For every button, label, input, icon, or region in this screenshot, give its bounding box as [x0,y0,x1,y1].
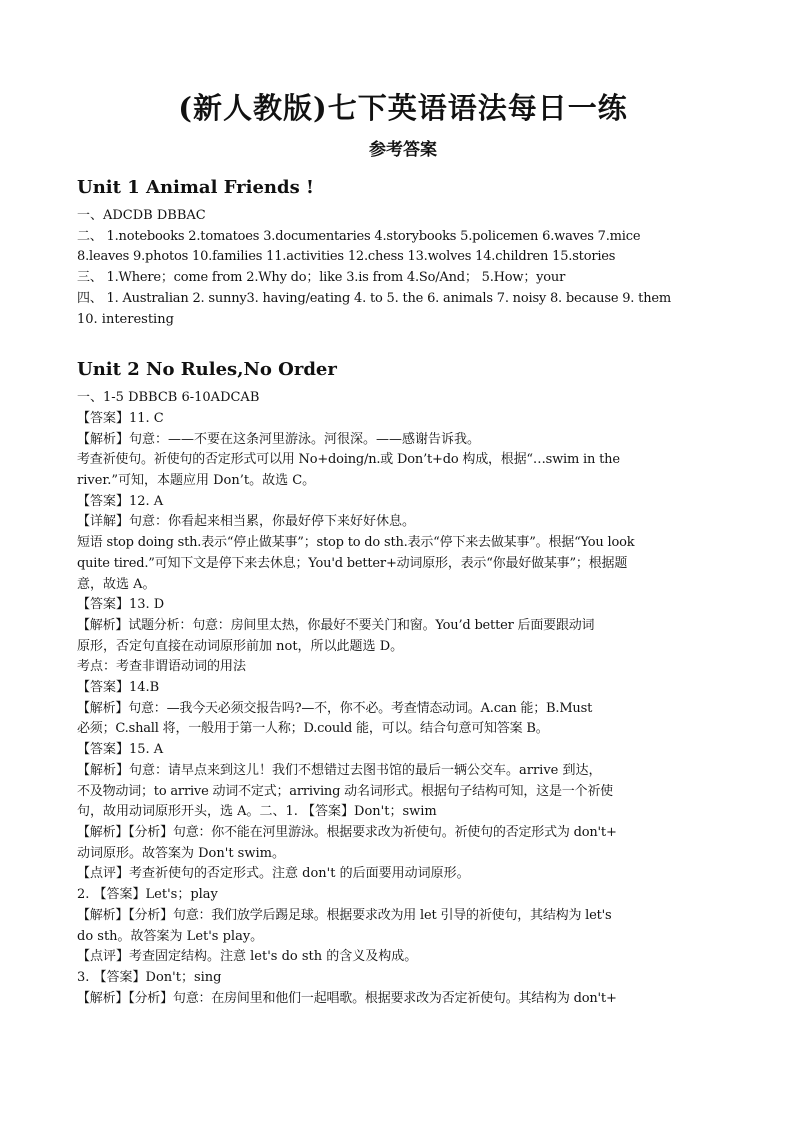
answer-key-heading: 参考答案 [369,140,437,160]
unit1-answers [77,206,729,330]
unit2-line: 【解析】【分析】句意：你不能在河里游泳。根据要求改为祈使句。祈使句的否定形式为 don't+ [77,824,617,840]
document-title: (新人教版)七下英语语法每日一练 [178,91,628,125]
unit2-line: 【解析】句意：—我今天必须交报告吗?—不，你不必。考查情态动词。A.can 能；B.Must [77,700,593,716]
unit2-line: 3. 【答案】Don't；sing [77,969,222,985]
unit1-line: 10. interesting [77,311,174,327]
unit2-line: 【解析】【分析】句意：在房间里和他们一起唱歌。根据要求改为否定祈使句。其结构为 don't+ [77,990,617,1006]
unit2-line: 不及物动词；to arrive 动词不定式；arriving 动名词形式。根据句子结构可知，这是一个祈使 [77,783,613,799]
unit2-line: 考查祈使句。祈使句的否定形式可以用 No+doing/n.或 Don’t+do 构成，根据“…swim in the [77,452,620,468]
unit2-line: 【答案】15. A [77,742,164,758]
unit1-line: 二、 1.notebooks 2.tomatoes 3.documentaries 4.storybooks 5.policemen 6.waves 7.mice [77,228,641,244]
unit2-line: 【详解】句意：你看起来相当累，你最好停下来好好休息。 [77,514,416,530]
unit1-line: 一、ADCDB DBBAC [77,208,206,223]
unit2-line: 原形，否定句直接在动词原形前加 not，所以此题选 D。 [77,638,404,654]
unit1-line: 三、 1.Where；come from 2.Why do；like 3.is from 4.So/And； 5.How；your [77,270,566,286]
unit2-line: 【解析】试题分析：句意：房间里太热，你最好不要关门和窗。You’d better 后面要跟动词 [77,617,595,633]
unit2-line: 【答案】11. C [77,410,164,426]
unit2-line: 一、1-5 DBBCB 6-10ADCAB [77,390,260,406]
unit2-line: 【答案】13. D [77,597,165,613]
unit2-line: 必须；C.shall 将，一般用于第一人称；D.could 能，可以。结合句意可知答案 B。 [77,721,549,737]
unit2-line: river.”可知，本题应用 Don’t。故选 C。 [77,473,316,489]
unit2-line: 【点评】考查祈使句的否定形式。注意 don't 的后面要用动词原形。 [77,866,470,882]
unit2-line: 短语 stop doing sth.表示“停止做某事”；stop to do sth.表示“停下来去做某事”。根据“You look [77,535,635,551]
unit2-line: 2. 【答案】Let's；play [77,887,218,903]
unit2-line: 【解析】句意：——不要在这条河里游泳。河很深。——感谢告诉我。 [77,431,481,447]
unit1-line: 8.leaves 9.photos 10.families 11.activities 12.chess 13.wolves 14.children 15.stories [77,249,616,265]
unit2-answers [77,388,729,1009]
unit1-line: 四、 1. Australian 2. sunny3. having/eating 4. to 5. the 6. animals 7. noisy 8. because 9. them [77,290,671,306]
unit2-line: 考点：考查非谓语动词的用法 [77,659,247,675]
unit2-line: 【答案】14.B [77,680,160,696]
unit2-line: 动词原形。故答案为 Don't swim。 [77,845,285,861]
unit2-line: 【答案】12. A [77,493,164,509]
unit2-line: do sth。故答案为 Let's play。 [77,928,264,944]
unit2-line: 【点评】考查固定结构。注意 let's do sth 的含义及构成。 [77,949,418,965]
unit2-line: 句，故用动词原形开头，选 A。二、1. 【答案】Don't；swim [77,804,437,820]
unit2-line: 【解析】句意：请早点来到这儿！我们不想错过去图书馆的最后一辆公交车。arrive 到达， [77,762,602,778]
unit2-line: 【解析】【分析】句意：我们放学后踢足球。根据要求改为用 let 引导的祈使句，其结构为 let's [77,907,612,923]
unit1-heading: Unit 1 Animal Friends ! [77,177,314,198]
unit2-line: 意，故选 A。 [77,576,156,592]
unit2-line: quite tired.”可知下文是停下来去休息；You'd better+动词原形，表示“你最好做某事”；根据题 [77,555,628,571]
unit2-heading: Unit 2 No Rules,No Order [77,359,337,381]
